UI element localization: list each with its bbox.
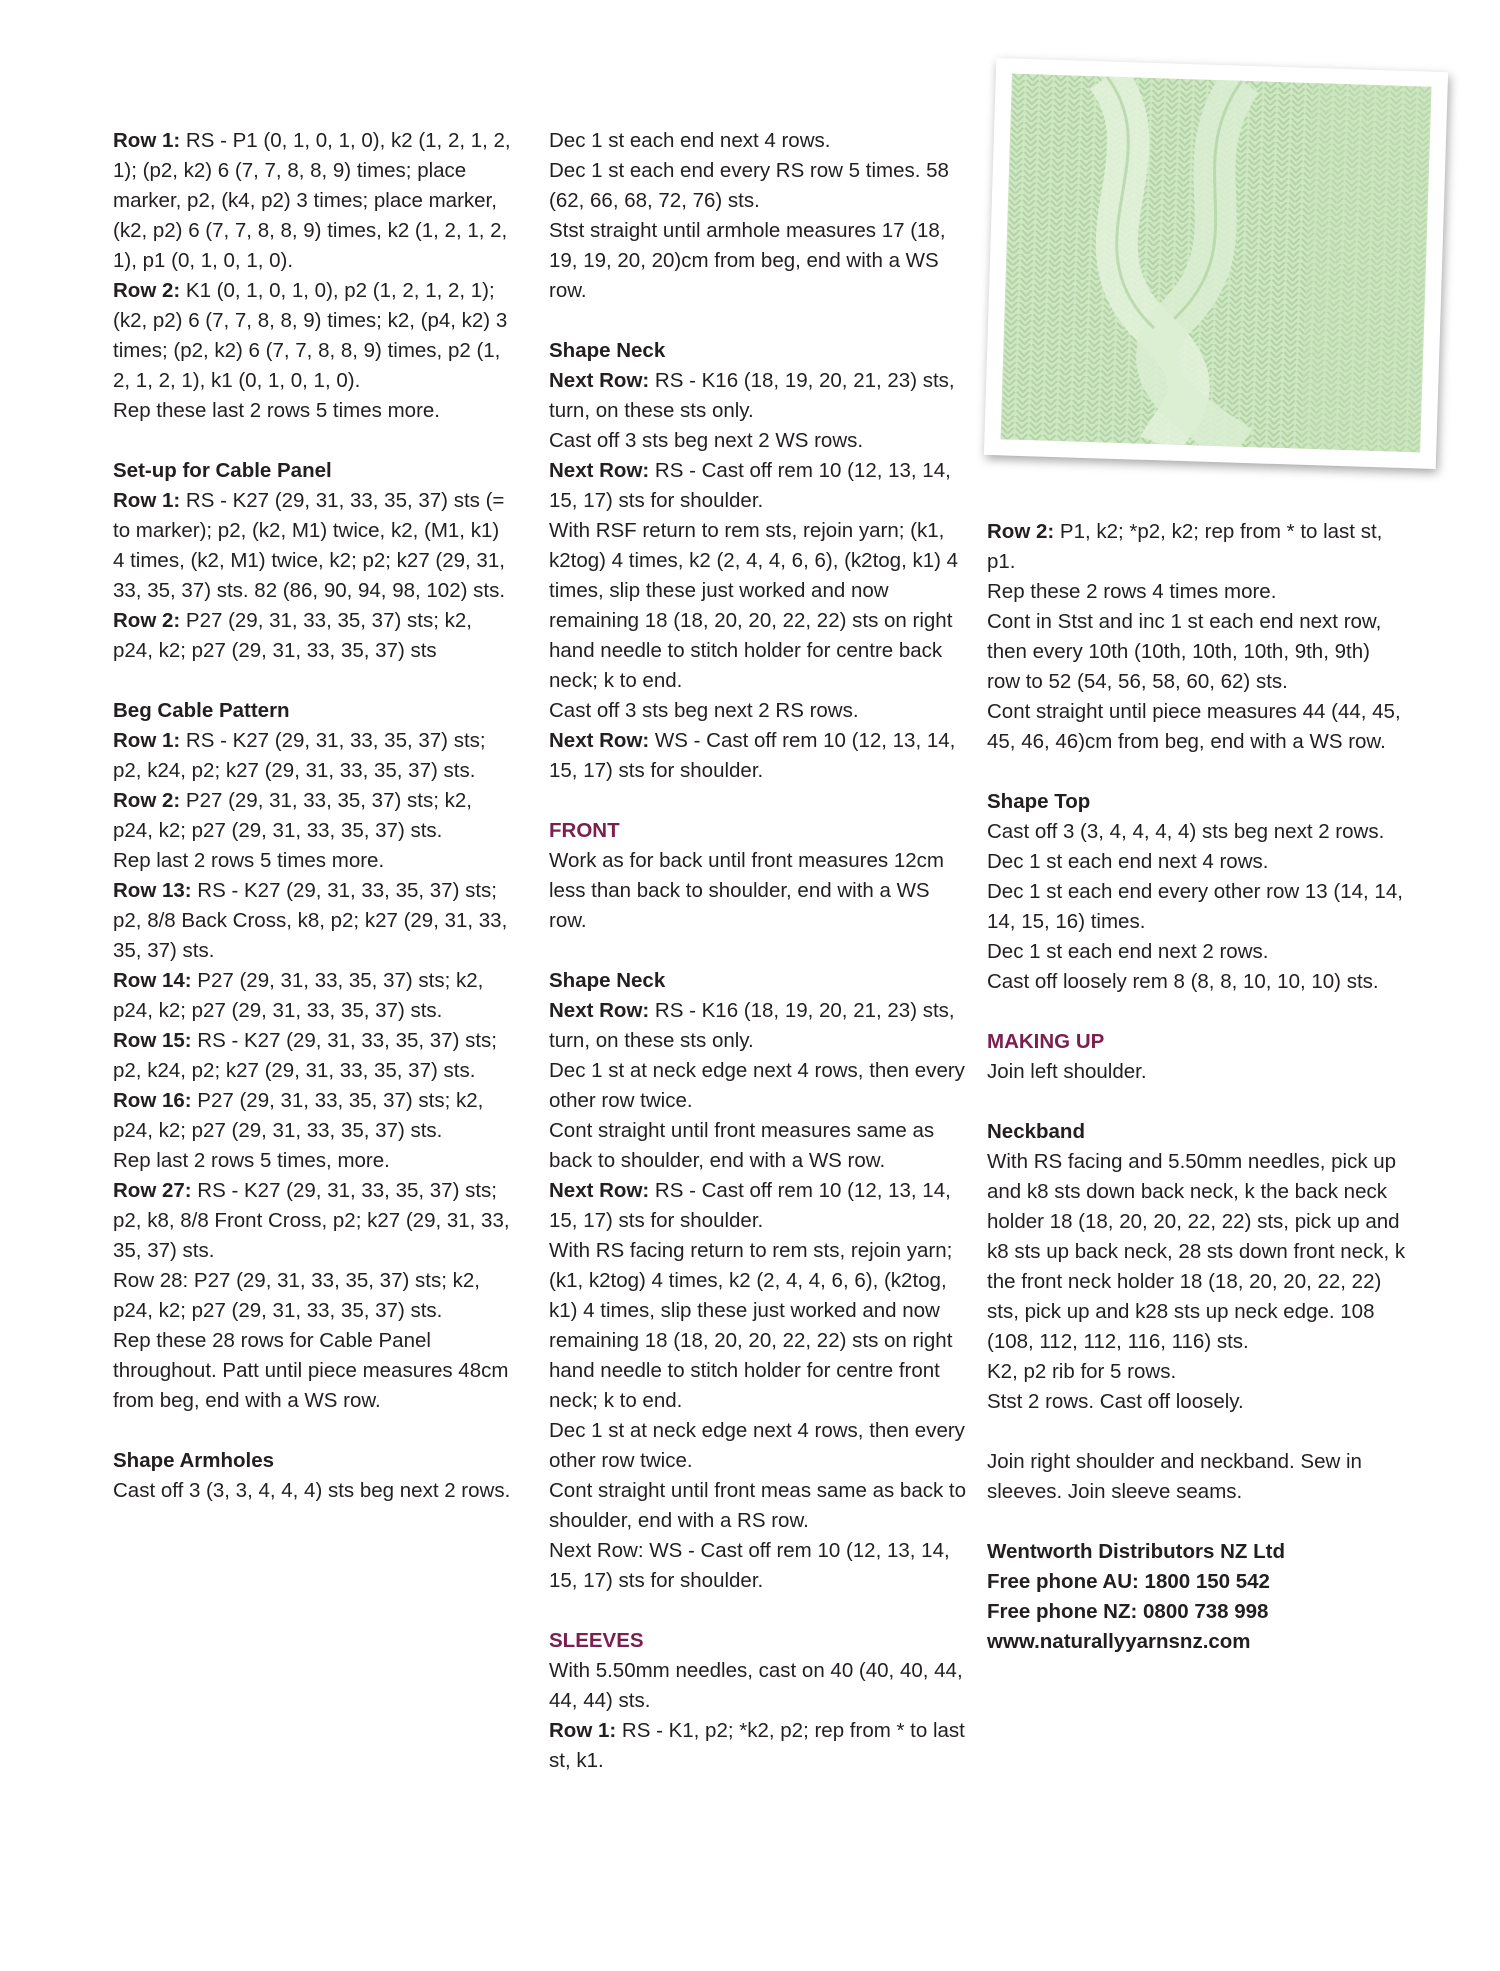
paragraph-spacer [987,757,1407,787]
instruction-paragraph [549,126,969,156]
instruction-paragraph [549,1416,969,1476]
instruction-text: RS - Cast off rem 10 (12, 13, 14, 15, 17) sts for shoulder. [549,459,951,512]
instruction-paragraph [549,846,969,936]
row-label: Next Row: [549,1179,650,1202]
instruction-paragraph [113,1146,513,1176]
instruction-text: RS - K27 (29, 31, 33, 35, 37) sts; p2, 8/8 Back Cross, k8, p2; k27 (29, 31, 33, 35, 37) sts. [113,879,508,962]
row-label: Row 1: [549,1719,617,1742]
instruction-text: Cont straight until piece measures 44 (44, 45, 45, 46, 46)cm from beg, end with a WS row. [987,700,1401,753]
instruction-paragraph [113,1476,513,1506]
instruction-paragraph [549,1176,969,1236]
row-label: Row 14: [113,969,192,992]
paragraph-spacer [987,1507,1407,1537]
paragraph-spacer [549,1596,969,1626]
instruction-text: Rep these 2 rows 4 times more. [987,580,1277,603]
instruction-paragraph [987,517,1407,577]
section-heading: FRONT [549,819,620,842]
row-label: Next Row: [549,729,650,752]
instruction-text: RS - K16 (18, 19, 20, 21, 23) sts, turn, on these sts only. [549,369,955,422]
row-label: Row 2: [113,609,181,632]
paragraph-spacer [549,306,969,336]
contact-line: Free phone AU: 1800 150 542 [987,1570,1270,1593]
paragraph-spacer [987,1087,1407,1117]
instruction-paragraph [549,366,969,426]
instruction-text: Next Row: WS - Cast off rem 10 (12, 13, 14, 15, 17) sts for shoulder. [549,1539,950,1592]
instruction-paragraph [113,1326,513,1416]
column-right [987,517,1407,1657]
row-label: Row 2: [113,789,181,812]
cable-knit-image [1000,73,1431,452]
instruction-paragraph [987,697,1407,757]
paragraph-spacer [549,936,969,966]
instruction-paragraph [549,1476,969,1536]
row-label: Next Row: [549,369,650,392]
instruction-text: RS - K27 (29, 31, 33, 35, 37) sts; p2, k24, p2; k27 (29, 31, 33, 35, 37) sts. [113,729,486,782]
instruction-paragraph [549,1116,969,1176]
instruction-text: RS - Cast off rem 10 (12, 13, 14, 15, 17) sts for shoulder. [549,1179,951,1232]
subsection-heading: Shape Armholes [113,1449,275,1472]
instruction-text: RS - K27 (29, 31, 33, 35, 37) sts (= to marker); p2, (k2, M1) twice, k2, (M1, k1) 4 times, (k2, M1) twice, k2; p2; k27 (29, 31, 33, 35, 37) sts. 82 (86, 90, 94, 98, 102) sts. [113,489,506,602]
instruction-paragraph [113,126,513,276]
paragraph-spacer [113,426,513,456]
instruction-paragraph [549,1656,969,1716]
instruction-text: Stst straight until armhole measures 17 (18, 19, 19, 20, 20)cm from beg, end with a WS row. [549,219,946,302]
knit-swatch-photo [984,58,1448,469]
instruction-text: With RS facing return to rem sts, rejoin yarn; (k1, k2tog) 4 times, k2 (2, 4, 4, 6, 6), (k2tog, k1) 4 times, slip these just worked and now remaining 18 (18, 20, 20, 22, 22) sts on right hand needle to stitch holder for centre front neck; k to end. [549,1239,953,1412]
instruction-text: Dec 1 st each end next 2 rows. [987,940,1269,963]
row-label: Row 1: [113,129,181,152]
instruction-paragraph [113,396,513,426]
instruction-paragraph [549,426,969,456]
instruction-text: Dec 1 st at neck edge next 4 rows, then every other row twice. [549,1059,965,1112]
instruction-paragraph [113,1026,513,1086]
row-label: Row 1: [113,489,181,512]
instruction-paragraph [549,1056,969,1116]
instruction-text: P27 (29, 31, 33, 35, 37) sts; k2, p24, k2; p27 (29, 31, 33, 35, 37) sts. [113,789,472,842]
row-label: Row 13: [113,879,192,902]
instruction-text: Dec 1 st at neck edge next 4 rows, then every other row twice. [549,1419,965,1472]
instruction-paragraph [549,696,969,726]
instruction-text: Dec 1 st each end every other row 13 (14, 14, 14, 15, 16) times. [987,880,1403,933]
instruction-paragraph [987,937,1407,967]
paragraph-spacer [987,1417,1407,1447]
instruction-text: Cont straight until front measures same as back to shoulder, end with a WS row. [549,1119,935,1172]
instruction-paragraph [549,996,969,1056]
instruction-text: Stst 2 rows. Cast off loosely. [987,1390,1244,1413]
instruction-text: P27 (29, 31, 33, 35, 37) sts; k2, p24, k2; p27 (29, 31, 33, 35, 37) sts. [113,1089,484,1142]
instruction-text: Cast off 3 (3, 3, 4, 4, 4) sts beg next 2 rows. [113,1479,511,1502]
instruction-text: Rep last 2 rows 5 times, more. [113,1149,390,1172]
instruction-paragraph [987,577,1407,607]
instruction-text: Work as for back until front measures 12cm less than back to shoulder, end with a WS row. [549,849,944,932]
row-label: Row 16: [113,1089,192,1112]
column-middle [549,126,969,1776]
row-label: Next Row: [549,459,650,482]
instruction-text: Cont straight until front meas same as back to shoulder, end with a RS row. [549,1479,967,1532]
instruction-text: With 5.50mm needles, cast on 40 (40, 40, 44, 44, 44) sts. [549,1659,963,1712]
instruction-text: RS - K27 (29, 31, 33, 35, 37) sts; p2, k8, 8/8 Front Cross, p2; k27 (29, 31, 33, 35, 37) sts. [113,1179,510,1262]
contact-line: www.naturallyyarnsnz.com [987,1630,1251,1653]
subsection-heading: Shape Top [987,790,1091,813]
row-label: Row 2: [987,520,1055,543]
instruction-paragraph [113,726,513,786]
instruction-paragraph [987,1357,1407,1387]
subsection-heading: Neckband [987,1120,1085,1143]
instruction-paragraph [987,817,1407,847]
instruction-paragraph [113,276,513,396]
instruction-text: Dec 1 st each end next 4 rows. [987,850,1269,873]
row-label: Row 1: [113,729,181,752]
row-label: Row 15: [113,1029,192,1052]
instruction-paragraph [549,1716,969,1776]
section-heading: SLEEVES [549,1629,644,1652]
instruction-paragraph [113,1266,513,1326]
instruction-paragraph [549,216,969,306]
instruction-text: K1 (0, 1, 0, 1, 0), p2 (1, 2, 1, 2, 1); (k2, p2) 6 (7, 7, 8, 8, 9) times; k2, (p4, k2) 3 times; (p2, k2) 6 (7, 7, 8, 8, 9) times, p2 (1, 2, 1, 2, 1), k1 (0, 1, 0, 1, 0). [113,279,508,392]
instruction-text: Cont in Stst and inc 1 st each end next row, then every 10th (10th, 10th, 10th, 9th, 9th) row to 52 (54, 56, 58, 60, 62) sts. [987,610,1382,693]
subsection-heading: Set-up for Cable Panel [113,459,332,482]
instruction-text: Rep these 28 rows for Cable Panel throughout. Patt until piece measures 48cm from beg, end with a WS row. [113,1329,509,1412]
instruction-paragraph [113,786,513,846]
instruction-text: Dec 1 st each end next 4 rows. [549,129,831,152]
row-label: Next Row: [549,999,650,1022]
subsection-heading: Beg Cable Pattern [113,699,290,722]
row-label: Row 2: [113,279,181,302]
instruction-paragraph [113,606,513,666]
subsection-heading: Shape Neck [549,339,666,362]
instruction-text: RS - K27 (29, 31, 33, 35, 37) sts; p2, k24, p2; k27 (29, 31, 33, 35, 37) sts. [113,1029,497,1082]
instruction-paragraph [549,156,969,216]
instruction-text: Join left shoulder. [987,1060,1147,1083]
instruction-text: K2, p2 rib for 5 rows. [987,1360,1177,1383]
instruction-text: P27 (29, 31, 33, 35, 37) sts; k2, p24, k2; p27 (29, 31, 33, 35, 37) sts. [113,969,484,1022]
instruction-text: Cast off loosely rem 8 (8, 8, 10, 10, 10) sts. [987,970,1379,993]
section-heading: MAKING UP [987,1030,1105,1053]
instruction-text: With RSF return to rem sts, rejoin yarn; (k1, k2tog) 4 times, k2 (2, 4, 4, 6, 6), (k2tog, k1) 4 times, slip these just worked and now remaining 18 (18, 20, 20, 22, 22) sts on right hand needle to stitch holder for centre back neck; k to end. [549,519,959,692]
instruction-paragraph [987,1447,1407,1507]
instruction-text: RS - K16 (18, 19, 20, 21, 23) sts, turn, on these sts only. [549,999,955,1052]
instruction-text: Cast off 3 sts beg next 2 WS rows. [549,429,864,452]
column-left [113,126,513,1506]
instruction-text: Cast off 3 sts beg next 2 RS rows. [549,699,859,722]
paragraph-spacer [113,666,513,696]
instruction-paragraph [113,1176,513,1266]
contact-line: Free phone NZ: 0800 738 998 [987,1600,1269,1623]
instruction-text: With RS facing and 5.50mm needles, pick up and k8 sts down back neck, k the back neck holder 18 (18, 20, 20, 22, 22) sts, pick up and k8 sts up back neck, 28 sts down front neck, k the front neck holder 18 (18, 20, 20, 22, 22) sts, pick up and k28 sts up neck edge. 108 (108, 112, 112, 116, 116) sts. [987,1150,1406,1353]
instruction-paragraph [549,1536,969,1596]
instruction-paragraph [987,607,1407,697]
paragraph-spacer [549,786,969,816]
instruction-paragraph [549,516,969,696]
paragraph-spacer [987,997,1407,1027]
instruction-paragraph [987,1057,1407,1087]
instruction-text: P1, k2; *p2, k2; rep from * to last st, p1. [987,520,1383,573]
instruction-paragraph [987,967,1407,997]
instruction-paragraph [113,486,513,606]
instruction-paragraph [987,847,1407,877]
instruction-paragraph [549,456,969,516]
contact-line: Wentworth Distributors NZ Ltd [987,1540,1285,1563]
instruction-paragraph [549,1236,969,1416]
instruction-text: Rep last 2 rows 5 times more. [113,849,385,872]
instruction-text: Join right shoulder and neckband. Sew in sleeves. Join sleeve seams. [987,1450,1362,1503]
instruction-paragraph [113,846,513,876]
instruction-text: Row 28: P27 (29, 31, 33, 35, 37) sts; k2, p24, k2; p27 (29, 31, 33, 35, 37) sts. [113,1269,480,1322]
row-label: Row 27: [113,1179,192,1202]
instruction-paragraph [113,1086,513,1146]
instruction-text: P27 (29, 31, 33, 35, 37) sts; k2, p24, k2; p27 (29, 31, 33, 35, 37) sts [113,609,472,662]
instruction-paragraph [113,876,513,966]
instruction-paragraph [987,1147,1407,1357]
paragraph-spacer [113,1416,513,1446]
instruction-paragraph [987,1387,1407,1417]
instruction-text: RS - P1 (0, 1, 0, 1, 0), k2 (1, 2, 1, 2, 1); (p2, k2) 6 (7, 7, 8, 8, 9) times; place marker, p2, (k4, p2) 3 times; place marker, (k2, p2) 6 (7, 7, 8, 8, 9) times, k2 (1, 2, 1, 2, 1), p1 (0, 1, 0, 1, 0). [113,129,511,272]
instruction-paragraph [113,966,513,1026]
instruction-paragraph [987,877,1407,937]
instruction-paragraph [549,726,969,786]
instruction-text: Cast off 3 (3, 4, 4, 4, 4) sts beg next 2 rows. [987,820,1385,843]
instruction-text: Dec 1 st each end every RS row 5 times. 58 (62, 66, 68, 72, 76) sts. [549,159,949,212]
instruction-text: RS - K1, p2; *k2, p2; rep from * to last st, k1. [549,1719,965,1772]
subsection-heading: Shape Neck [549,969,666,992]
instruction-text: Rep these last 2 rows 5 times more. [113,399,440,422]
instruction-text: WS - Cast off rem 10 (12, 13, 14, 15, 17) sts for shoulder. [549,729,956,782]
